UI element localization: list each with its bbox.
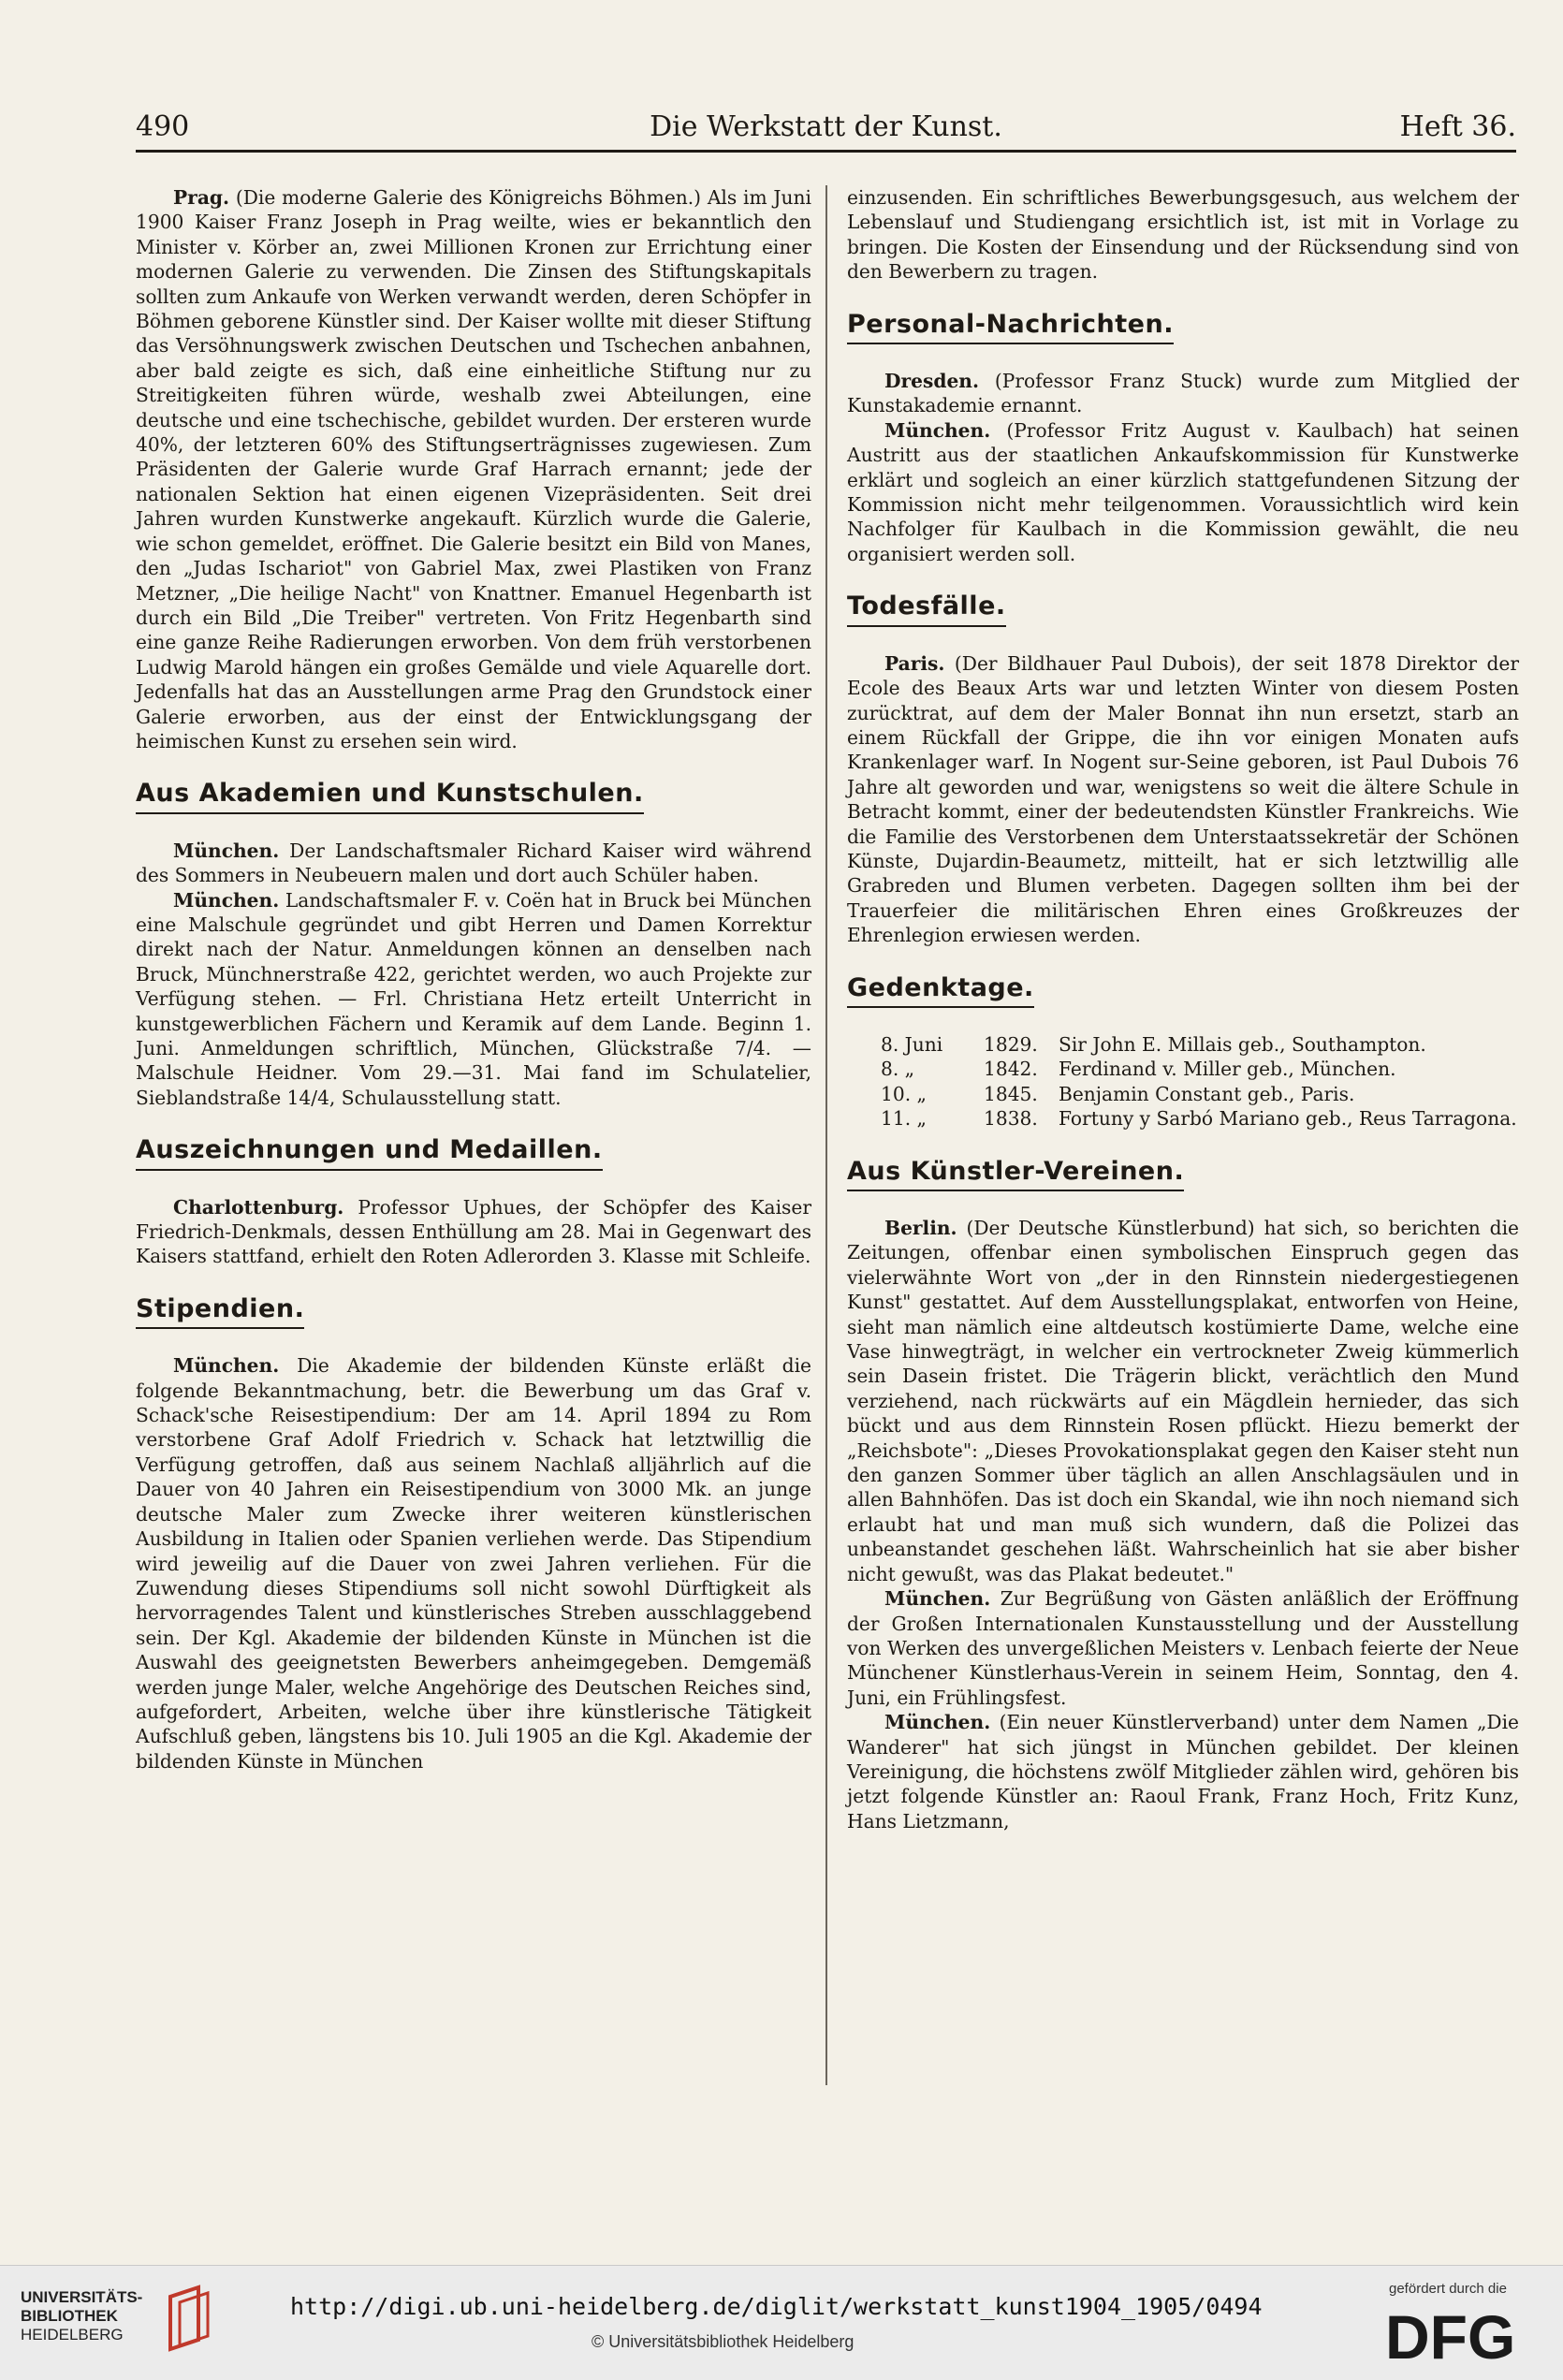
article-paragraph: Charlottenburg. Professor Uphues, der Schöpfer des Kaiser Friedrich-Denkmals, dessen Enthüllung am 28. Mai in Gegenwart des Kaisers stattfand, erhielt den Roten Adlerorden 3. Klasse mit Schleife. bbox=[136, 1195, 811, 1268]
article-paragraph: München. Der Landschaftsmaler Richard Kaiser wird während des Sommers in Neubeuern malen und dort auch Schüler haben. bbox=[136, 839, 811, 887]
header-rule bbox=[136, 150, 1516, 153]
place-name: München. bbox=[884, 1587, 991, 1611]
permalink-link[interactable]: http://digi.ub.uni-heidelberg.de/diglit/werkstatt_kunst1904_1905/0494 bbox=[290, 2293, 1263, 2320]
section-heading: Gedenktage. bbox=[847, 976, 1519, 1008]
viewer-footer bbox=[0, 2265, 1563, 2380]
place-name: Berlin. bbox=[884, 1217, 957, 1239]
place-name: München. bbox=[884, 1711, 991, 1734]
list-item: 8. Juni 1829. Sir John E. Millais geb., Southampton. bbox=[881, 1032, 1426, 1056]
dfg-logo-text: DFG bbox=[1385, 2304, 1516, 2366]
article-paragraph: Berlin. (Der Deutsche Künstlerbund) hat sich, so berichten die Zeitungen, offenbar einen symbolischen Einspruch gegen das vielerwähnte Wort von „der in den Rinnstein niedergestiegenen Kunst" gestattet. Auf dem Ausstellungsplakat, entworfen von Heine, sieht man nämlich eine altdeutsch kostümierte Dame, welche eine Vase hinwegträgt, in welcher ein vertrockneter Zweig kümmerlich sein Dasein fristet. Die Trägerin blickt, verächtlich den Mund verziehend, nach rückwärts auf ein Mägdlein hernieder, das sich bückt und aus dem Rinnstein Rosen pflückt. Hiezu bemerkt der „Reichsbote": „Dieses Provokationsplakat gegen den Kaiser steht nun den ganzen Sommer über täglich an allen Anschlagsäulen und in allen Bahnhöfen. Das ist doch ein Skandal, wie ihn noch niemand sich erlaubt hat und man muß sich wundern, daß die Polizei das unbeanstandet geschehen läßt. Wahrscheinlich hat sie aber bisher nicht gewußt, was das Plakat bedeutet." bbox=[847, 1217, 1519, 1585]
article-paragraph: Dresden. (Professor Franz Stuck) wurde zum Mitglied der Kunstakademie ernannt. bbox=[847, 370, 1519, 417]
running-header bbox=[136, 110, 1516, 150]
place-name: Charlottenburg. bbox=[173, 1195, 344, 1219]
section-heading: Personal-Nachrichten. bbox=[847, 313, 1519, 344]
library-logo-icon bbox=[161, 2284, 213, 2353]
library-name[interactable]: UNIVERSITÄTS- BIBLIOTHEK HEIDELBERG bbox=[21, 2288, 143, 2343]
section-heading: Auszeichnungen und Medaillen. bbox=[136, 1138, 811, 1170]
article-paragraph: München. (Professor Fritz August v. Kaulbach) hat seinen Austritt aus der staatlichen Ankaufskommission für Kunstwerke erklärt und sogleich an einer kürzlich stattgefundenen Sitzung der Kommission nicht mehr teilgenommen. Voraussichtlich wird kein Nachfolger für Kaulbach in die Kommission gewählt, die neu organisiert werden soll. bbox=[847, 418, 1519, 565]
place-name: München. bbox=[173, 1354, 280, 1378]
place-name: Prag. bbox=[173, 186, 230, 209]
place-name: München. bbox=[173, 888, 280, 912]
section-heading: Aus Künstler-Vereinen. bbox=[847, 1160, 1519, 1191]
article-paragraph: München. Landschaftsmaler F. v. Coën hat in Bruck bei München eine Malschule gegründet und gibt Herren und Damen Korrektur direkt nach der Natur. Anmeldungen können an denselben nach Bruck, Münchnerstraße 422, gerichtet werden, wo auch Projekte zur Verfügung stehen. — Frl. Christiana Hetz erteilt Unterricht in kunstgewerblichen Fächern und Keramik auf dem Lande. Beginn 1. Juni. Anmeldungen schriftlich, München, Glückstraße 7/4. — Malschule Heidner. Vom 29.—31. Mai fand im Schulatelier, Sieblandstraße 14/4, Schulausstellung statt. bbox=[136, 888, 811, 1109]
right-column bbox=[847, 185, 1519, 1833]
issue-number: Heft 36. bbox=[1399, 110, 1516, 143]
list-item: 10. „ 1845. Benjamin Constant geb., Paris. bbox=[881, 1082, 1355, 1105]
column-divider bbox=[825, 185, 827, 2085]
left-column bbox=[136, 185, 811, 1774]
journal-title: Die Werkstatt der Kunst. bbox=[650, 110, 1002, 143]
funding-label: gefördert durch die bbox=[1389, 2281, 1507, 2297]
place-name: München. bbox=[884, 418, 991, 442]
dfg-logo[interactable] bbox=[1383, 2304, 1542, 2366]
place-name: Dresden. bbox=[884, 370, 980, 393]
copyright-notice: © Universitätsbibliothek Heidelberg bbox=[592, 2332, 855, 2351]
section-heading: Stipendien. bbox=[136, 1297, 811, 1329]
list-item: 11. „ 1838. Fortuny y Sarbó Mariano geb., Reus Tarragona. bbox=[881, 1107, 1517, 1131]
article-paragraph: München. Zur Begrüßung von Gästen anläßlich der Eröffnung der Großen Internationalen Kunstausstellung und der Ausstellung von Werken des unvergeßlichen Meisters v. Lenbach feierte der Neue Münchener Künstlerhaus-Verein in seinem Heim, Sonntag, den 4. Juni, ein Frühlingsfest. bbox=[847, 1587, 1519, 1709]
section-heading: Aus Akademien und Kunstschulen. bbox=[136, 781, 811, 813]
list-item: 8. „ 1842. Ferdinand v. Miller geb., München. bbox=[881, 1058, 1396, 1081]
article-paragraph: einzusenden. Ein schriftliches Bewerbungsgesuch, aus welchem der Lebenslauf und Studiengang ersichtlich ist, ist mit in Vorlage zu bringen. Die Kosten der Einsendung und der Rücksendung sind von den Bewerbern zu tragen. bbox=[847, 186, 1519, 284]
section-heading: Todesfälle. bbox=[847, 594, 1519, 626]
article-paragraph: München. Die Akademie der bildenden Künste erläßt die folgende Bekanntmachung, betr. die Bewerbung um das Graf v. Schack'sche Reisestipendium: Der am 14. April 1894 zu Rom verstorbene Graf Adolf Friedrich v. Schack hat letztwillig die Verfügung getroffen, daß aus seinem Nachlaß alljährlich auf die Dauer von 40 Jahren ein Reisestipendium von 3000 Mk. an junge deutsche Maler zum Zwecke ihrer weiteren künstlerischen Ausbildung in Italien oder Spanien verliehen werde. Das Stipendium wird jeweilig auf die Dauer von zwei Jahren verliehen. Für die Zuwendung dieses Stipendiums soll nicht sowohl Dürftigkeit als hervorragendes Talent und künstlerisches Streben ausschlaggebend sein. Der Kgl. Akademie der bildenden Künste in München ist die Auswahl des geeignetsten Bewerbers anheimgegeben. Demgemäß werden junge Maler, welche Angehörige des Deutschen Reiches sind, aufgefordert, Arbeiten, welche über ihre künstlerische Tätigkeit Aufschluß geben, längstens bis 10. Juli 1905 an die Kgl. Akademie der bildenden Künste in München bbox=[136, 1354, 811, 1773]
article-paragraph: Prag. (Die moderne Galerie des Königreichs Böhmen.) Als im Juni 1900 Kaiser Franz Joseph in Prag weilte, wies er bekanntlich den Minister v. Körber an, zwei Millionen Kronen zur Errichtung einer modernen Galerie zu verwenden. Die Zinsen des Stiftungskapitals sollten zum Ankaufe von Werken verwandt werden, deren Schöpfer in Böhmen geborene Künstler sind. Der Kaiser wollte mit dieser Stiftung das Versöhnungswerk zwischen Deutschen und Tschechen anbahnen, aber bald zeigte es sich, daß eine einheitliche Stiftung nur zu Streitigkeiten führen würde, weshalb zwei Abteilungen, eine deutsche und eine tschechische, gebildet wurden. Der ersteren wurde 40%, der letzteren 60% des Stiftungserträgnisses zugewiesen. Zum Präsidenten der Galerie wurde Graf Harrach ernannt; jede der nationalen Sektion hat einen eigenen Vizepräsidenten. Seit drei Jahren wurden Kunstwerke angekauft. Kürzlich wurde die Galerie, wie schon gemeldet, eröffnet. Die Galerie besitzt ein Bild von Manes, den „Judas Ischariot" von Gabriel Max, zwei Plastiken von Franz Metzner, „Die heilige Nacht" von Knattner. Emanuel Hegenbarth ist durch ein Bild „Die Treiber" vertreten. Von Fritz Hegenbarth sind eine ganze Reihe Radierungen erworben. Von dem früh verstorbenen Ludwig Marold hängen ein großes Gemälde und viele Aquarelle dort. Jedenfalls hat das an Ausstellungen arme Prag den Grundstock einer Galerie erworben, aus der einst der Entwicklungsgang der heimischen Kunst zu ersehen sein wird. bbox=[136, 186, 811, 752]
article-paragraph: Paris. (Der Bildhauer Paul Dubois), der seit 1878 Direktor der Ecole des Beaux Arts war und letzten Winter von diesem Posten zurücktrat, auf dem der Maler Bonnat ihn nun ersetzt, starb an einem Rückfall der Grippe, die ihn vor einigen Monaten aufs Krankenlager warf. In Nogent sur-Seine geboren, ist Paul Dubois 76 Jahre alt geworden und war, wenigstens so weit die ältere Schule in Betracht kommt, einer der bedeutendsten Künstler Frankreichs. Wie die Familie des Verstorbenen dem Unterstaatssekretär der Schönen Künste, Dujardin-Beaumetz, mitteilt, hat er sich letztwillig alle Grabreden und Blumen verbeten. Dagegen sollten ihm bei der Trauerfeier die militärischen Ehren eines Großkreuzes der Ehrenlegion erwiesen werden. bbox=[847, 651, 1520, 947]
article-paragraph: München. (Ein neuer Künstlerverband) unter dem Namen „Die Wanderer" hat sich jüngst in München gebildet. Der kleinen Vereinigung, die höchstens zwölf Mitglieder zählen wird, gehören bis jetzt folgende Künstler an: Raoul Frank, Franz Hoch, Fritz Kunz, Hans Lietzmann, bbox=[847, 1711, 1519, 1832]
anniversary-list bbox=[881, 1032, 1519, 1132]
page-number: 490 bbox=[136, 110, 190, 143]
place-name: Paris. bbox=[884, 651, 945, 675]
place-name: München. bbox=[173, 839, 280, 862]
